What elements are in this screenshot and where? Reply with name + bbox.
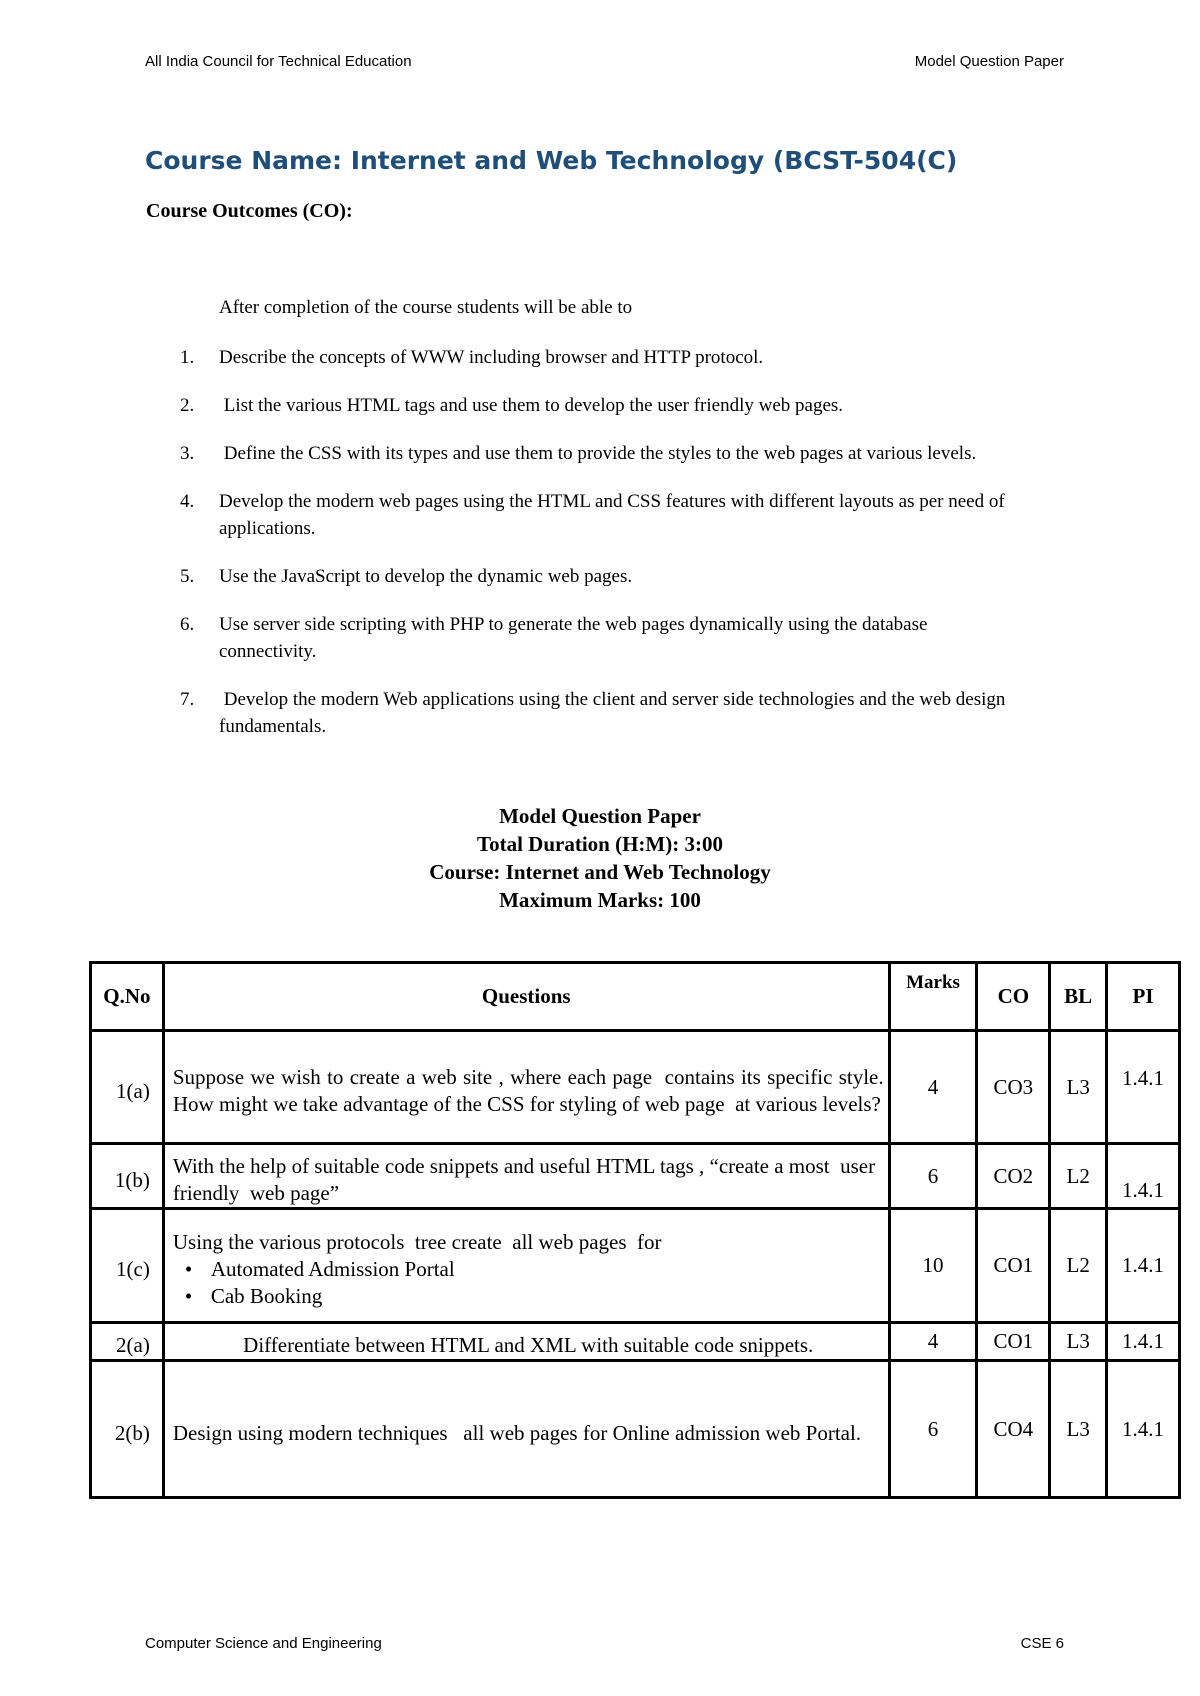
paper-duration: Total Duration (H:M): 3:00: [477, 832, 723, 856]
list-item: [180, 344, 1020, 371]
question-table: [89, 961, 1181, 1499]
question-pi: 1.4.1: [1107, 1209, 1180, 1323]
footer-department: Computer Science and Engineering: [145, 1635, 382, 1652]
paper-course: Course: Internet and Web Technology: [429, 860, 771, 884]
outcome-text: Use server side scripting with PHP to generate the web pages dynamically using the database connectivity.: [219, 614, 933, 662]
question-number: 2(a): [91, 1323, 164, 1361]
table-header-row: [91, 963, 1180, 1031]
question-text: [163, 1323, 889, 1361]
question-text: [163, 1144, 889, 1209]
question-bullet: • Automated Admission Portal: [173, 1256, 884, 1283]
outcome-text: List the various HTML tags and use them to develop the user friendly web pages.: [219, 395, 844, 416]
question-bl: L2: [1050, 1144, 1107, 1209]
course-outcomes-list: [180, 344, 1020, 761]
outcome-text: Define the CSS with its types and use them to provide the styles to the web pages at various levels.: [219, 443, 977, 464]
question-marks: 4: [889, 1323, 977, 1361]
question-body: Differentiate between HTML and XML with suitable code snippets.: [243, 1333, 814, 1357]
table-row: [91, 1209, 1180, 1323]
outcomes-intro: After completion of the course students will be able to: [219, 297, 633, 318]
question-marks: 10: [889, 1209, 977, 1323]
list-item: [180, 488, 1020, 542]
outcome-number: 2.: [180, 395, 195, 416]
header-marks: Marks: [889, 963, 977, 1031]
outcome-text: Describe the concepts of WWW including browser and HTTP protocol.: [219, 347, 764, 368]
question-number: 1(c): [91, 1209, 164, 1323]
page-header: [145, 53, 1064, 70]
outcome-number: 4.: [180, 491, 195, 512]
question-body: Using the various protocols tree create all web pages for: [172, 1230, 662, 1254]
question-bullet: • Cab Booking: [173, 1283, 884, 1310]
question-co: CO1: [977, 1209, 1050, 1323]
page-footer: [145, 1635, 1064, 1652]
header-pi: PI: [1107, 963, 1180, 1031]
question-rows: [91, 1031, 1180, 1498]
table-row: [91, 1144, 1180, 1209]
question-pi: 1.4.1: [1107, 1031, 1180, 1144]
header-org: All India Council for Technical Education: [145, 53, 412, 70]
question-marks: 6: [889, 1144, 977, 1209]
question-text: [163, 1209, 889, 1323]
question-bl: L3: [1050, 1323, 1107, 1361]
question-pi: 1.4.1: [1107, 1361, 1180, 1498]
header-questions: Questions: [163, 963, 889, 1031]
paper-max-marks: Maximum Marks: 100: [499, 888, 701, 912]
question-co: CO2: [977, 1144, 1050, 1209]
table-row: [91, 1031, 1180, 1144]
question-text: [163, 1361, 889, 1498]
paper-heading: [0, 802, 1200, 914]
header-bl: BL: [1050, 963, 1107, 1031]
outcome-number: 3.: [180, 443, 195, 464]
header-co: CO: [977, 963, 1050, 1031]
course-outcomes-heading: Course Outcomes (CO):: [146, 200, 353, 222]
list-item: [180, 440, 1020, 467]
paper-title: Model Question Paper: [499, 804, 701, 828]
question-bl: L2: [1050, 1209, 1107, 1323]
outcome-number: 5.: [180, 566, 195, 587]
list-item: [180, 563, 1020, 590]
outcome-text: Use the JavaScript to develop the dynamic web pages.: [219, 566, 633, 587]
list-item: [180, 686, 1020, 740]
outcome-number: 6.: [180, 614, 195, 635]
header-doc-type: Model Question Paper: [914, 53, 1064, 70]
question-pi: 1.4.1: [1107, 1144, 1180, 1209]
outcome-number: 7.: [180, 689, 195, 710]
header-qno: Q.No: [91, 963, 164, 1031]
question-number: 2(b): [91, 1361, 164, 1498]
table-row: [91, 1361, 1180, 1498]
question-body: Suppose we wish to create a web site , where each page contains its specific style. How might we take advantage of the CSS for styling of web page at various levels?: [172, 1065, 889, 1116]
question-co: CO3: [977, 1031, 1050, 1144]
course-title: Course Name: Internet and Web Technology (BCST-504(C): [145, 146, 958, 175]
question-marks: 6: [889, 1361, 977, 1498]
question-body: Design using modern techniques all web pages for Online admission web Portal.: [172, 1420, 862, 1445]
outcome-text: Develop the modern Web applications using the client and server side technologies and the web design fundamentals.: [219, 689, 1011, 737]
question-bl: L3: [1050, 1361, 1107, 1498]
question-pi: 1.4.1: [1107, 1323, 1180, 1361]
question-co: CO4: [977, 1361, 1050, 1498]
list-item: [180, 392, 1020, 419]
question-number: 1(a): [91, 1031, 164, 1144]
question-number: 1(b): [91, 1144, 164, 1209]
question-marks: 4: [889, 1031, 977, 1144]
question-co: CO1: [977, 1323, 1050, 1361]
footer-page-number: CSE 6: [1020, 1635, 1064, 1652]
question-bl: L3: [1050, 1031, 1107, 1144]
table-row: [91, 1323, 1180, 1361]
outcome-number: 1.: [180, 347, 195, 368]
question-text: [163, 1031, 889, 1144]
list-item: [180, 611, 1020, 665]
question-body: With the help of suitable code snippets and useful HTML tags , “create a most user friendly web page”: [172, 1154, 886, 1205]
outcome-text: Develop the modern web pages using the HTML and CSS features with different layouts as per need of applications.: [219, 491, 1010, 539]
